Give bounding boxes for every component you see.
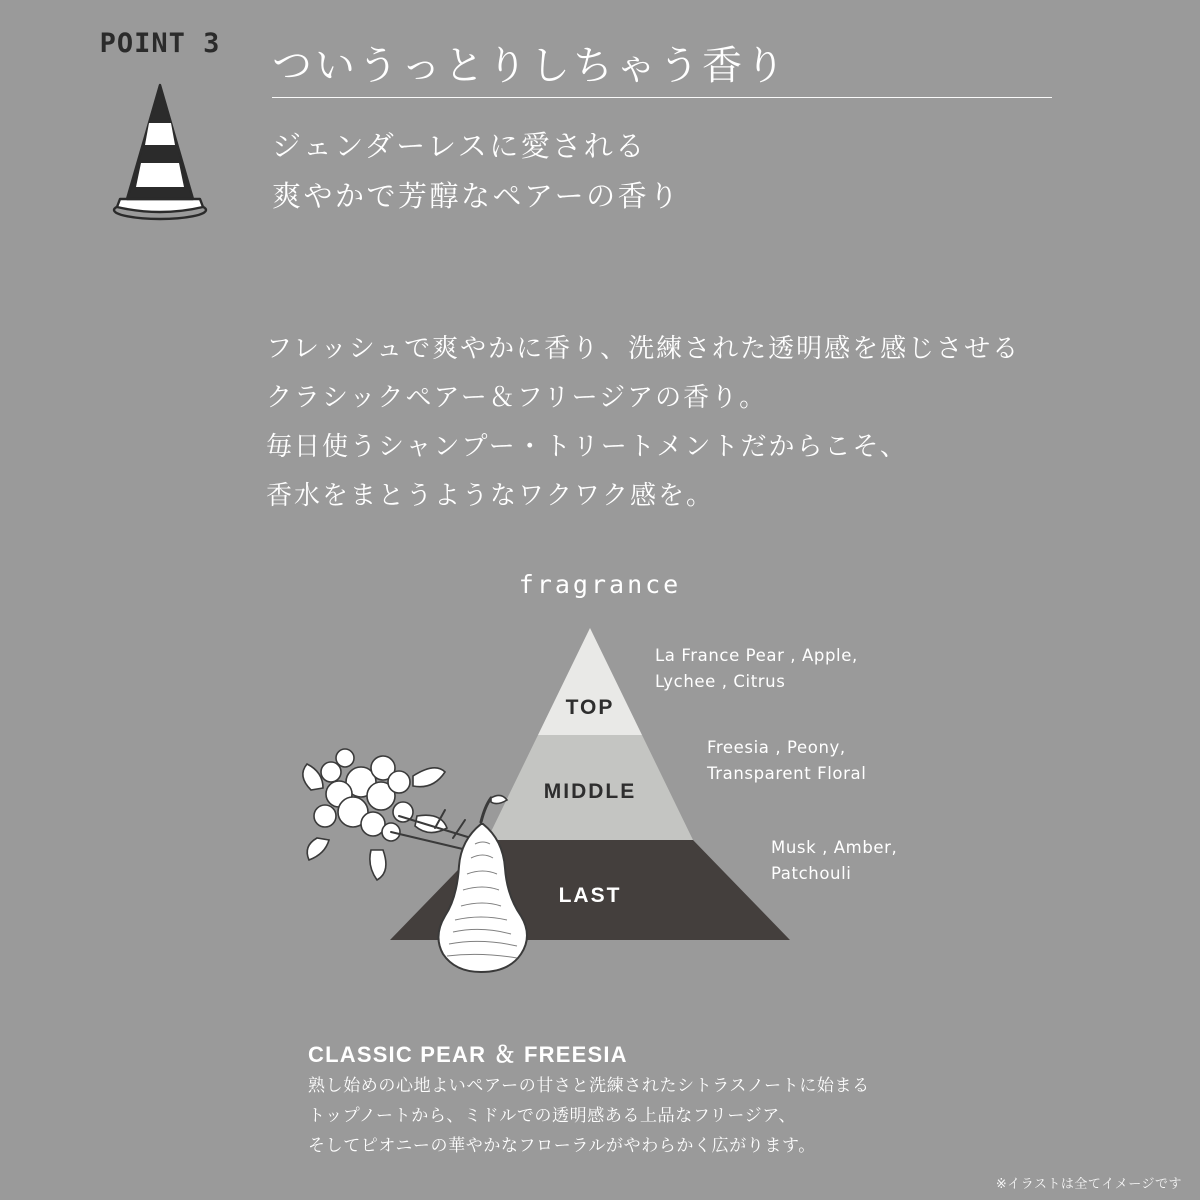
header-subtitle bbox=[272, 122, 681, 222]
point-label: POINT 3 bbox=[99, 28, 221, 59]
header bbox=[0, 0, 1200, 260]
traffic-cone-icon bbox=[85, 67, 235, 227]
illustration-disclaimer: ※イラストは全てイメージです bbox=[995, 1177, 1182, 1192]
pyramid-note-last-line1: Musk , Amber, bbox=[771, 838, 898, 857]
pyramid-tier-middle-label: MIDDLE bbox=[543, 780, 637, 803]
pyramid-note-last-line2: Patchouli bbox=[771, 863, 852, 883]
header-subtitle-line1: ジェンダーレスに愛される bbox=[272, 129, 647, 163]
footer-title: CLASSIC PEAR ＆ FREESIA bbox=[308, 1042, 628, 1067]
fragrance-section-label: fragrance bbox=[518, 570, 682, 599]
page-title: ついうっとりしちゃう香り bbox=[272, 43, 788, 89]
pyramid-tier-last-label: LAST bbox=[558, 884, 622, 907]
footer-body-line3: そしてピオニーの華やかなフローラルがやわらかく広がります。 bbox=[308, 1135, 816, 1156]
footer-body-line1: 熟し始めの心地よいペアーの甘さと洗練されたシトラスノートに始まる bbox=[308, 1076, 870, 1096]
point-badge bbox=[85, 30, 235, 227]
pyramid-note-top-line2: Lychee , Citrus bbox=[655, 671, 786, 691]
header-subtitle-line2: 爽やかで芳醇なペアーの香り bbox=[272, 178, 681, 213]
pyramid-tier-top-label: TOP bbox=[565, 696, 615, 719]
pyramid-note-middle-line1: Freesia , Peony, bbox=[707, 738, 846, 757]
body-line-1: フレッシュで爽やかに香り、洗練された透明感を感じさせる bbox=[266, 334, 1021, 364]
pyramid-note-last bbox=[771, 835, 897, 886]
pyramid-note-top bbox=[655, 643, 858, 694]
title-divider bbox=[272, 97, 1052, 98]
pyramid-note-middle bbox=[707, 735, 866, 786]
body-copy bbox=[266, 325, 1020, 521]
body-line-3: 毎日使うシャンプー・トリートメントだからこそ、 bbox=[266, 431, 908, 462]
body-line-4: 香水をまとうようなワクワク感を。 bbox=[266, 480, 715, 511]
pyramid-note-top-line1: La France Pear , Apple, bbox=[655, 646, 858, 665]
body-line-2: クラシックペアー＆フリージアの香り。 bbox=[266, 382, 768, 413]
footer-body bbox=[308, 1072, 870, 1161]
footer-body-line2: トップノートから、ミドルでの透明感ある上品なフリージア、 bbox=[308, 1105, 797, 1126]
pyramid-note-middle-line2: Transparent Floral bbox=[707, 763, 867, 783]
pear-and-freesia-illustration bbox=[295, 720, 565, 985]
